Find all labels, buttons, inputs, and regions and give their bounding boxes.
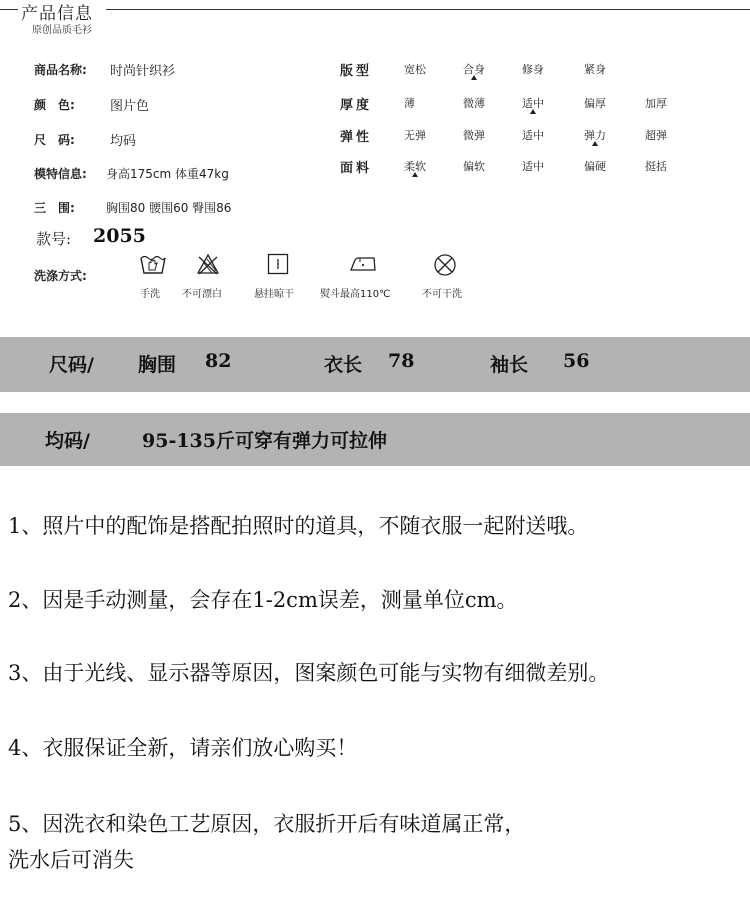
chest-value: 82	[205, 350, 232, 372]
size-band	[0, 337, 750, 392]
fit-band-text: 95-135斤可穿有弹力可拉伸	[142, 430, 387, 452]
length-value: 78	[388, 350, 415, 372]
note-1: 1、照片中的配饰是搭配拍照时的道具，不随衣服一起附送哦。	[8, 514, 589, 538]
selected-marker-icon	[530, 109, 536, 114]
attribute-option: 无弹	[404, 129, 426, 142]
measurements-label: 三 围:	[34, 201, 75, 215]
note-5: 5、因洗衣和染色工艺原因，衣服折开后有味道属正常，	[8, 812, 526, 836]
wash-label-hand: 手洗	[140, 289, 160, 300]
no-dry-clean-icon	[433, 253, 457, 277]
attribute-option: 微薄	[463, 97, 485, 110]
attribute-label: 面料	[340, 161, 373, 176]
note-4: 4、衣服保证全新，请亲们放心购买！	[8, 736, 358, 760]
selected-marker-icon	[412, 172, 418, 177]
header-rule-right	[106, 9, 750, 10]
color-value: 图片色	[110, 99, 150, 114]
chest-label: 胸围	[138, 354, 177, 376]
attribute-option: 薄	[404, 97, 415, 110]
attribute-option: 适中	[522, 160, 544, 173]
attribute-label: 厚度	[340, 98, 373, 113]
measurements-value: 胸围80 腰围60 臀围86	[106, 201, 232, 215]
wash-label-no-bleach: 不可漂白	[182, 289, 222, 300]
attribute-option: 弹力	[584, 129, 606, 142]
note-2: 2、因是手动测量，会存在1-2cm误差，测量单位cm。	[8, 588, 518, 612]
attribute-option: 超弹	[645, 129, 667, 142]
attribute-option: 合身	[463, 63, 485, 76]
attribute-option: 偏硬	[584, 160, 606, 173]
style-number-value: 2055	[93, 225, 146, 247]
product-name-label: 商品名称:	[34, 63, 87, 77]
attribute-option: 宽松	[404, 63, 426, 76]
hand-wash-icon	[139, 252, 167, 276]
length-label: 衣长	[324, 354, 363, 376]
color-label: 颜 色:	[34, 98, 75, 112]
attribute-option: 适中	[522, 129, 544, 142]
note-5-continued: 洗水后可消失	[8, 848, 134, 872]
model-label: 模特信息:	[34, 167, 87, 181]
attribute-option: 偏软	[463, 160, 485, 173]
sleeve-value: 56	[563, 350, 590, 372]
attribute-option: 偏厚	[584, 97, 606, 110]
wash-label-hang-dry: 悬挂晾干	[254, 289, 294, 300]
note-3: 3、由于光线、显示器等原因，图案颜色可能与实物有细微差别。	[8, 661, 610, 685]
attribute-option: 紧身	[584, 63, 606, 76]
wash-method-label: 洗涤方式:	[34, 269, 87, 283]
attribute-option: 适中	[522, 97, 544, 110]
attribute-option: 微弹	[463, 129, 485, 142]
attribute-option: 修身	[522, 63, 544, 76]
attribute-label: 弹性	[340, 130, 373, 145]
section-title: 产品信息	[21, 4, 93, 24]
selected-marker-icon	[592, 141, 598, 146]
style-number-label: 款号:	[36, 230, 72, 248]
size-label: 尺 码:	[34, 133, 75, 147]
iron-icon	[348, 255, 378, 273]
attribute-option: 挺括	[645, 160, 667, 173]
header-rule-left	[0, 9, 18, 10]
section-subtitle: 原创品质毛衫	[32, 25, 92, 36]
attribute-option: 加厚	[645, 97, 667, 110]
hang-dry-icon	[267, 253, 289, 275]
selected-marker-icon	[471, 75, 477, 80]
wash-label-iron: 熨斗最高110℃	[320, 289, 391, 300]
attribute-option: 柔软	[404, 160, 426, 173]
fit-band-label: 均码/	[45, 430, 90, 452]
attribute-label: 版型	[340, 64, 373, 79]
no-bleach-icon	[196, 253, 220, 275]
wash-label-no-dry-clean: 不可干洗	[422, 289, 462, 300]
size-band-label: 尺码/	[49, 354, 94, 376]
product-name-value: 时尚针织衫	[110, 64, 176, 79]
sleeve-label: 袖长	[490, 354, 529, 376]
model-value: 身高175cm 体重47kg	[106, 167, 229, 181]
size-value: 均码	[110, 134, 137, 149]
